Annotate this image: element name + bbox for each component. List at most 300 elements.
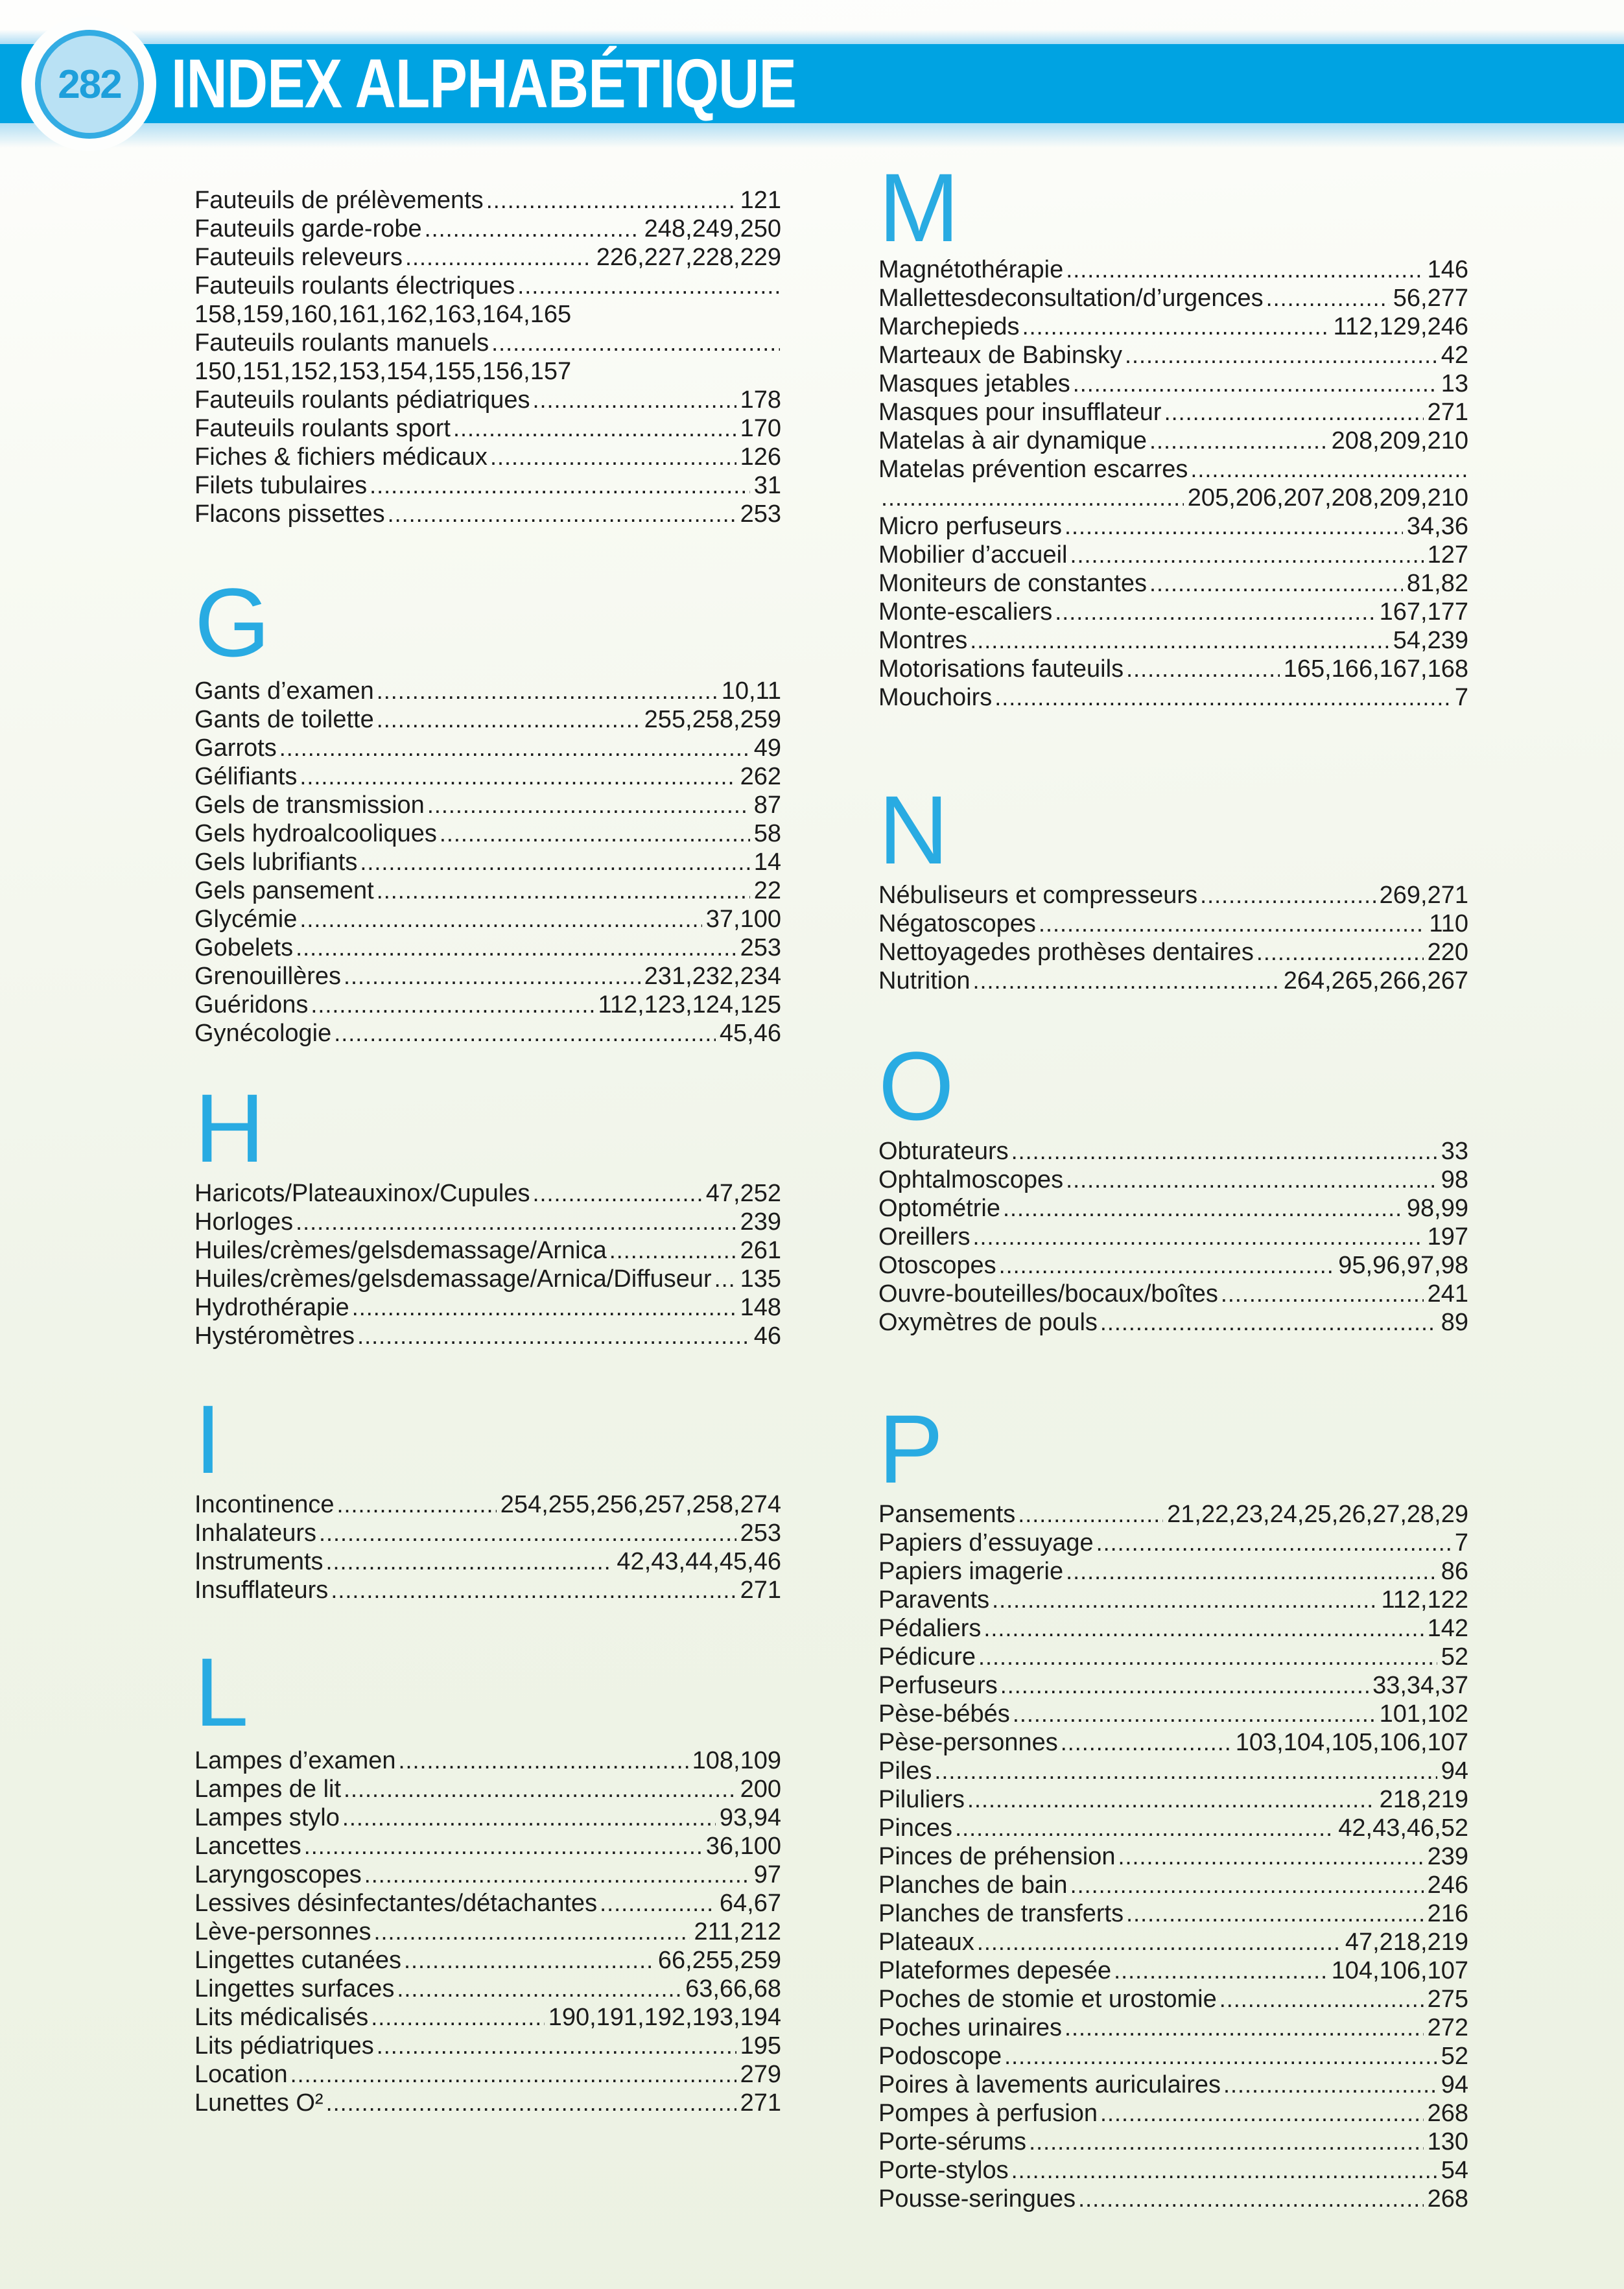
index-row [194, 877, 781, 906]
entry-label: Poires à lavements auriculaires [878, 2071, 1221, 2098]
index-row [194, 386, 781, 415]
entry-label: Filets tubulaires [194, 472, 368, 499]
entry-pages: 268 [1427, 2185, 1468, 2213]
entry-pages: 218,219 [1379, 1786, 1468, 1813]
index-row [194, 763, 781, 792]
entry-pages: 86 [1441, 1558, 1468, 1585]
dot-leader [331, 1577, 736, 1604]
entry-label: Nutrition [878, 967, 971, 994]
section-entries [194, 187, 781, 529]
entry-pages: 197 [1427, 1223, 1468, 1250]
entry-pages: 14 [753, 849, 781, 876]
entry-label: Ouvre-bouteilles/bocaux/boîtes [878, 1280, 1218, 1308]
page-number-badge: 282 [35, 30, 144, 139]
index-row [194, 1020, 781, 1048]
entry-pages: 33,34,37 [1372, 1672, 1468, 1699]
entry-pages: 64,67 [719, 1890, 781, 1917]
entry-pages-continued: 205,206,207,208,209,210 [1187, 484, 1468, 511]
entry-label: Plateaux [878, 1929, 974, 1956]
entry-label: Paravents [878, 1586, 990, 1614]
entry-pages: 22 [753, 877, 781, 904]
entry-pages: 208,209,210 [1331, 427, 1468, 454]
entry-pages: 272 [1427, 2014, 1468, 2041]
entry-pages: 87 [753, 792, 781, 819]
index-row-continuation [194, 358, 781, 386]
index-row [878, 1814, 1468, 1843]
dot-leader [279, 734, 750, 762]
entry-pages: 135 [740, 1265, 781, 1293]
index-row [194, 734, 781, 763]
dot-leader [486, 187, 736, 215]
entry-label: Pompes à perfusion [878, 2100, 1098, 2127]
entry-label: Gels pansement [194, 877, 374, 904]
entry-pages: 13 [1441, 370, 1468, 397]
entry-pages: 112,122 [1381, 1586, 1468, 1614]
index-row [878, 1786, 1468, 1814]
dot-leader [983, 1615, 1423, 1643]
entry-pages: 146 [1427, 256, 1468, 283]
index-column-right [878, 0, 1468, 2214]
dot-leader [405, 244, 593, 272]
entry-label: Gynécologie [194, 1020, 332, 1047]
index-row [194, 1833, 781, 1861]
entry-pages: 121 [740, 187, 781, 214]
entry-pages: 47,218,219 [1345, 1929, 1468, 1956]
index-row [878, 513, 1468, 541]
index-row [194, 1890, 781, 1918]
index-row [194, 500, 781, 529]
entry-label: Mallettesdeconsultation/d’urgences [878, 285, 1264, 312]
entry-label: Insufflateurs [194, 1577, 329, 1604]
index-row-continuation [194, 301, 781, 329]
entry-pages: 46 [753, 1322, 781, 1350]
entry-label: Lits médicalisés [194, 2004, 369, 2031]
section-entries [194, 677, 781, 1048]
index-row [878, 2071, 1468, 2100]
dot-leader [342, 1804, 716, 1832]
entry-label: Pédaliers [878, 1615, 982, 1642]
entry-pages: 271 [1427, 399, 1468, 426]
entry-label: Lampes d’examen [194, 1747, 396, 1774]
entry-pages: 253 [740, 934, 781, 961]
index-row [194, 677, 781, 706]
entry-label: Piluliers [878, 1786, 965, 1813]
index-row [878, 2043, 1468, 2071]
dot-leader [972, 1223, 1423, 1251]
index-row [194, 820, 781, 849]
entry-label: Pédicure [878, 1643, 976, 1671]
entry-pages: 52 [1441, 1643, 1468, 1671]
dot-leader [1223, 2071, 1437, 2099]
index-row [878, 655, 1468, 684]
entry-label: Porte-sérums [878, 2128, 1027, 2155]
dot-leader [1149, 427, 1328, 455]
entry-label: Inhalateurs [194, 1520, 317, 1547]
section-entries [194, 1491, 781, 1605]
index-row [878, 285, 1468, 313]
section-entries [878, 1138, 1468, 1337]
entry-label: Piles [878, 1757, 932, 1785]
entry-label: Mobilier d’accueil [878, 541, 1068, 569]
entry-label: Magnétothérapie [878, 256, 1064, 283]
dot-leader [296, 1208, 736, 1236]
index-row [194, 1577, 781, 1605]
entry-pages: 104,106,107 [1331, 1957, 1468, 1984]
entry-pages: 231,232,234 [644, 963, 781, 990]
entry-pages: 239 [1427, 1843, 1468, 1870]
entry-label: Marteaux de Babinsky [878, 342, 1122, 369]
dot-leader [300, 763, 736, 791]
section-letter-H: H [194, 1074, 265, 1182]
entry-pages: 220 [1427, 939, 1468, 966]
entry-pages: 42,43,44,45,46 [617, 1548, 781, 1575]
dot-leader [955, 1814, 1334, 1842]
dot-leader [999, 1252, 1335, 1280]
entry-pages: 254,255,256,257,258,274 [500, 1491, 781, 1518]
entry-label: Hystéromètres [194, 1322, 355, 1350]
entry-pages: 45,46 [719, 1020, 781, 1047]
dot-leader [440, 820, 750, 848]
index-row [194, 934, 781, 963]
entry-label: Glycémie [194, 906, 298, 933]
entry-pages: 56,277 [1393, 285, 1468, 312]
index-row [194, 1918, 781, 1947]
entry-pages: 279 [740, 2061, 781, 2088]
dot-leader [1100, 2100, 1424, 2128]
dot-leader [1126, 655, 1280, 683]
entry-label: Laryngoscopes [194, 1861, 362, 1888]
section-entries [194, 1180, 781, 1351]
entry-pages: 142 [1427, 1615, 1468, 1642]
index-row [194, 472, 781, 500]
dot-leader [994, 684, 1451, 712]
entry-label: Mouchoirs [878, 684, 993, 711]
entry-label: Planches de bain [878, 1872, 1068, 1899]
dot-leader [1065, 513, 1403, 541]
dot-leader [377, 2032, 736, 2060]
dot-leader [1039, 910, 1425, 938]
dot-leader [1013, 1700, 1376, 1728]
entry-label: Motorisations fauteuils [878, 655, 1124, 683]
entry-label: Papiers d’essuyage [878, 1529, 1094, 1556]
dot-leader [714, 1265, 736, 1293]
dot-leader [311, 991, 594, 1019]
entry-label: Flacons pissettes [194, 500, 385, 528]
dot-leader [290, 2061, 736, 2089]
index-row [194, 1491, 781, 1520]
entry-label: Grenouillères [194, 963, 341, 990]
dot-leader [399, 1747, 688, 1775]
index-row [194, 329, 781, 358]
entry-label: Planches de transferts [878, 1900, 1124, 1927]
entry-pages: 10,11 [721, 677, 781, 705]
entry-label: Garrots [194, 734, 277, 762]
entry-pages: 211,212 [694, 1918, 781, 1945]
entry-label: Poches urinaires [878, 2014, 1063, 2041]
entry-pages: 49 [753, 734, 781, 762]
dot-leader [1219, 1986, 1424, 2013]
entry-pages: 42,43,46,52 [1338, 1814, 1468, 1842]
entry-label: Instruments [194, 1548, 324, 1575]
entry-label: Pèse-bébés [878, 1700, 1010, 1728]
entry-pages: 108,109 [692, 1747, 781, 1774]
index-row [878, 1166, 1468, 1195]
index-row [878, 370, 1468, 399]
index-row [194, 2089, 781, 2118]
index-row [878, 456, 1468, 484]
index-row [878, 1309, 1468, 1337]
index-row [878, 541, 1468, 570]
entry-pages: 226,227,228,229 [596, 244, 781, 271]
entry-label: Gels de transmission [194, 792, 425, 819]
entry-label: Hydrothérapie [194, 1294, 349, 1321]
index-row [194, 244, 781, 272]
entry-label: Incontinence [194, 1491, 335, 1518]
dot-leader [334, 1020, 716, 1048]
entry-label: Négatoscopes [878, 910, 1036, 937]
index-row [194, 1294, 781, 1322]
index-row [194, 963, 781, 991]
entry-pages: 148 [740, 1294, 781, 1321]
entry-label: Haricots/Plateauxinox/Cupules [194, 1180, 530, 1207]
dot-leader [1029, 2128, 1424, 2156]
dot-leader [425, 215, 641, 243]
dot-leader [1070, 1872, 1424, 1899]
dot-leader [977, 1929, 1341, 1956]
entry-pages: 63,66,68 [685, 1975, 781, 2002]
dot-leader [1066, 256, 1423, 284]
entry-label: Oxymètres de pouls [878, 1309, 1098, 1336]
entry-label: Papiers imagerie [878, 1558, 1064, 1585]
index-row [878, 1929, 1468, 1957]
entry-label: Gels lubrifiants [194, 849, 358, 876]
dot-leader [1018, 1501, 1163, 1529]
entry-label: Fauteuils de prélèvements [194, 187, 484, 214]
index-row [878, 1195, 1468, 1223]
dot-leader [992, 1586, 1377, 1614]
dot-leader [1070, 541, 1423, 569]
index-row [878, 1986, 1468, 2014]
dot-leader [970, 627, 1389, 655]
dot-leader [978, 1643, 1437, 1671]
entry-pages: 253 [740, 500, 781, 528]
dot-leader [364, 1861, 750, 1889]
entry-pages: 7 [1454, 1529, 1468, 1556]
index-row [878, 256, 1468, 285]
index-column-left [194, 0, 781, 2118]
dot-leader [881, 484, 1184, 512]
dot-leader [374, 1918, 690, 1946]
entry-pages: 97 [753, 1861, 781, 1888]
dot-leader [1065, 2014, 1424, 2042]
index-row [878, 1843, 1468, 1872]
entry-label: Lessives désinfectantes/détachantes [194, 1890, 598, 1917]
index-row [878, 1138, 1468, 1166]
index-row [878, 2128, 1468, 2157]
dot-leader [1221, 1280, 1424, 1308]
entry-pages: 167,177 [1379, 598, 1468, 626]
entry-label: Matelas à air dynamique [878, 427, 1147, 454]
index-row [194, 991, 781, 1020]
entry-pages: 241 [1427, 1280, 1468, 1308]
dot-leader [371, 2004, 545, 2032]
index-row [194, 272, 781, 301]
entry-label: Lingettes cutanées [194, 1947, 402, 1974]
entry-label: Lits pédiatriques [194, 2032, 374, 2060]
entry-label: Huiles/crèmes/gelsdemassage/Arnica [194, 1237, 607, 1264]
index-row [194, 1947, 781, 1975]
dot-leader [1256, 939, 1424, 967]
index-row [878, 1672, 1468, 1700]
index-row [194, 1237, 781, 1265]
entry-pages: 103,104,105,106,107 [1235, 1729, 1468, 1756]
dot-leader [388, 500, 736, 528]
entry-label: Lunettes O² [194, 2089, 324, 2117]
entry-pages: 36,100 [705, 1833, 781, 1860]
entry-pages: 54 [1441, 2157, 1468, 2184]
dot-leader [352, 1294, 736, 1322]
dot-leader [319, 1520, 736, 1547]
dot-leader [377, 677, 718, 705]
section-letter-P: P [878, 1394, 944, 1503]
dot-leader [1011, 1138, 1437, 1166]
entry-pages: 112,123,124,125 [598, 991, 781, 1018]
entry-label: Poches de stomie et urostomie [878, 1986, 1217, 2013]
entry-pages: 93,94 [719, 1804, 781, 1831]
entry-label: Fauteuils roulants électriques [194, 272, 515, 299]
dot-leader [397, 1975, 681, 2003]
entry-label: Lancettes [194, 1833, 301, 1860]
dot-leader [1164, 399, 1424, 427]
index-row [878, 967, 1468, 996]
index-row [194, 187, 781, 215]
section-entries [878, 882, 1468, 996]
dot-leader [377, 706, 641, 734]
index-row [194, 415, 781, 443]
index-row [194, 849, 781, 877]
index-row [194, 1322, 781, 1351]
entry-label: Pinces de préhension [878, 1843, 1116, 1870]
entry-label: Optométrie [878, 1195, 1000, 1222]
entry-label: Guéridons [194, 991, 309, 1018]
index-row [878, 1586, 1468, 1615]
index-row [878, 627, 1468, 655]
entry-pages: 98,99 [1406, 1195, 1468, 1222]
dot-leader [326, 2089, 736, 2117]
index-row [194, 1975, 781, 2004]
index-row [194, 1265, 781, 1294]
section-letter-G: G [194, 568, 270, 677]
entry-label: Fauteuils roulants manuels [194, 329, 489, 357]
entry-pages: 33 [1441, 1138, 1468, 1165]
index-row [878, 910, 1468, 939]
index-row [194, 1548, 781, 1577]
dot-leader [337, 1491, 497, 1519]
index-row [194, 1180, 781, 1208]
dot-leader [1200, 882, 1376, 910]
index-row [194, 2032, 781, 2061]
entry-label: Fauteuils roulants pédiatriques [194, 386, 530, 414]
dot-leader [1066, 1558, 1437, 1586]
entry-label: Horloges [194, 1208, 294, 1236]
index-row [878, 1643, 1468, 1672]
index-row [878, 1900, 1468, 1929]
entry-pages: 54,239 [1393, 627, 1468, 654]
entry-pages: 47,252 [705, 1180, 781, 1207]
entry-pages: 58 [753, 820, 781, 847]
entry-label: Gélifiants [194, 763, 298, 790]
entry-label: Matelas prévention escarres [878, 456, 1188, 483]
index-row [878, 313, 1468, 342]
section-letter-O: O [878, 1031, 954, 1140]
entry-label: Fauteuils garde-robe [194, 215, 422, 242]
dot-leader [1066, 1166, 1437, 1194]
entry-pages: 101,102 [1379, 1700, 1468, 1728]
dot-leader [1114, 1957, 1328, 1985]
dot-leader [1100, 1309, 1437, 1337]
entry-label: Location [194, 2061, 288, 2088]
dot-leader [1004, 2043, 1437, 2071]
entry-pages: 31 [753, 472, 781, 499]
dot-leader [326, 1548, 613, 1576]
index-row [878, 1729, 1468, 1757]
entry-pages: 94 [1441, 2071, 1468, 2098]
entry-pages: 110 [1429, 910, 1468, 937]
entry-label: Fiches & fichiers médicaux [194, 443, 488, 471]
section-letter-N: N [878, 775, 949, 884]
entry-label: Pousse-seringues [878, 2185, 1076, 2213]
entry-label: Plateformes depesée [878, 1957, 1112, 1984]
dot-leader [300, 906, 701, 933]
entry-label: Gobelets [194, 934, 294, 961]
index-row [878, 342, 1468, 370]
entry-pages: 268 [1427, 2100, 1468, 2127]
entry-label: Otoscopes [878, 1252, 996, 1279]
dot-leader [1266, 285, 1389, 312]
index-row [878, 1501, 1468, 1529]
dot-leader [934, 1757, 1437, 1785]
entry-label: Perfuseurs [878, 1672, 998, 1699]
index-row [878, 1700, 1468, 1729]
index-row [878, 2014, 1468, 2043]
dot-leader [1126, 1900, 1424, 1928]
dot-leader [517, 272, 780, 300]
dot-leader [600, 1890, 716, 1918]
index-row [194, 1776, 781, 1804]
section-entries [878, 256, 1468, 712]
section-entries [194, 1747, 781, 2118]
entry-label: Gants de toilette [194, 706, 374, 733]
index-row [194, 1208, 781, 1237]
entry-label: Micro perfuseurs [878, 513, 1062, 540]
entry-pages: 264,265,266,267 [1283, 967, 1468, 994]
index-row [194, 1747, 781, 1776]
index-row [878, 1558, 1468, 1586]
dot-leader [1073, 370, 1437, 398]
index-row [878, 1252, 1468, 1280]
dot-leader [967, 1786, 1376, 1814]
entry-pages: 271 [740, 2089, 781, 2117]
entry-label: Fauteuils releveurs [194, 244, 403, 271]
entry-pages: 216 [1427, 1900, 1468, 1927]
dot-leader [533, 1180, 702, 1208]
entry-label: Montres [878, 627, 968, 654]
dot-leader [344, 963, 641, 991]
index-row [878, 399, 1468, 427]
index-row [878, 684, 1468, 712]
entry-pages: 178 [740, 386, 781, 414]
dot-leader [1011, 2157, 1437, 2185]
